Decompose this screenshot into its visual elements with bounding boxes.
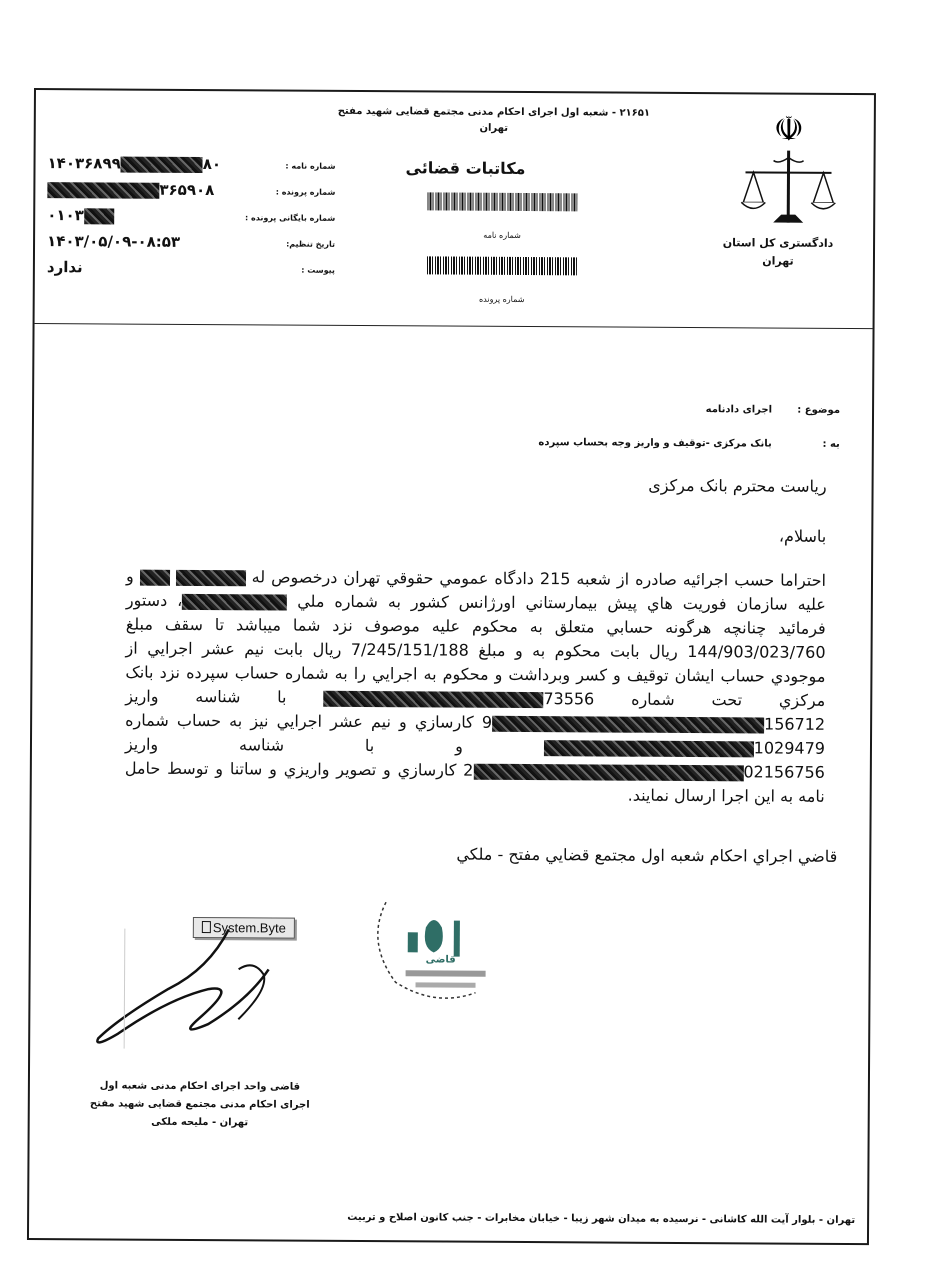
stamp-text: قاضی [425, 954, 456, 966]
signer-line-2: اجرای احکام مدنی مجتمع قضایی شهید مفتح [89, 1098, 310, 1111]
letter-body [125, 565, 826, 809]
field-label-file-no: شماره پرونده : [275, 187, 336, 197]
judiciary-emblem [733, 102, 844, 233]
scales-of-justice-icon [733, 102, 844, 233]
file-barcode-caption: شماره پرونده [478, 294, 525, 304]
subject-value: اجرای دادنامه [705, 404, 773, 416]
letter-barcode-caption: شماره نامه [483, 230, 521, 240]
field-label-archive-no: شماره بایگانی پرونده : [244, 213, 336, 223]
letter-barcode [427, 192, 577, 211]
greeting: باسلام، [778, 526, 827, 546]
body-line-10: نامه به این اجرا ارسال نمایند. [627, 785, 825, 806]
body-line-2: علیه سازمان فوریت هاي پیش بیمارستاني اورژانس کشور به شماره ملي ، دستور [125, 590, 826, 614]
judge-signoff: قاضي اجراي احکام شعبه اول مجتمع قضایي مفتح - ملکي [456, 844, 838, 866]
body-line-9: 021567562 کارسازي و تصویر واریزي و ساتنا و توسط حامل [124, 758, 825, 782]
signer-line-1: قاضی واحد اجرای احکام مدنی شعبه اول [99, 1080, 301, 1093]
official-stamp [355, 882, 516, 1013]
emblem-org-line2: تهران [762, 254, 794, 268]
to-label: به : [822, 438, 840, 450]
body-line-8: 1029479 و با شناسه واریز [124, 734, 826, 758]
body-line-1: احتراما حسب اجرائیه صادره از شعبه 215 دادگاه عمومي حقوقي تهران درخصوص له و [125, 566, 827, 590]
body-line-3: فرمائید چنانچه هرگونه حسابي متعلق به محکوم علیه موصوف نزد شما میباشد تا سقف مبلغ [125, 614, 826, 638]
handwritten-signature [88, 928, 289, 1049]
subject-label: موضوع : [797, 404, 841, 416]
field-label-letter-no: شماره نامه : [285, 161, 336, 171]
svg-text:☫: ☫ [773, 109, 805, 150]
doc-type-title: مکاتبات قضائی [405, 158, 526, 179]
field-value-file-no: ۳۶۵۹۰۸ [47, 180, 214, 199]
signature-label: System.Byte [193, 917, 295, 939]
to-value: بانک مرکزی -توقیف و واریز وجه بحساب سپرده [538, 437, 772, 450]
emblem-org-line1: دادگستری کل استان [722, 236, 834, 250]
field-value-attachment: ندارد [46, 258, 83, 277]
body-line-5: موجودي حساب ایشان توقیف و کسر وبرداشت و محکوم به اجرایي را به شماره حساب سپرده نزد بانک [125, 662, 826, 686]
field-value-letter-no: ۱۴۰۳۶۸۹۹ ۸۰ [47, 154, 222, 174]
header-divider [35, 323, 873, 329]
court-heading: ۲۱۶۵۱ - شعبه اول اجرای احکام مدنی مجتمع قضایی شهید مفتح [337, 105, 651, 119]
footer-address: تهران - بلوار آیت الله کاشانی - نرسیده به میدان شهر زیبا - خیابان مخابرات - جنب کانون اصلاح و تربیت [347, 1211, 856, 1227]
court-city: تهران [479, 122, 509, 134]
body-line-6: مرکزي تحت شماره 73556 با شناسه واریز [125, 686, 826, 710]
field-label-attachment: پیوست : [301, 265, 335, 275]
letter-frame [27, 88, 876, 1245]
field-value-date: ۱۴۰۳/۰۵/۰۹-۰۸:۵۳ [47, 232, 181, 251]
stamp-seal-icon [355, 882, 516, 1013]
salutation: ریاست محترم بانک مرکزی [648, 475, 827, 496]
field-label-date: تاریخ تنظیم: [286, 239, 336, 249]
body-line-4: 144/903/023/760 ريال بابت محکوم به و مبلغ 7/245/151/188 ريال بابت نیم عشر اجرایي از [125, 638, 826, 662]
signer-line-3: تهران - ملیحه ملکی [151, 1116, 249, 1129]
field-value-archive-no: ۰۱۰۳ [47, 206, 114, 224]
body-line-7: 1567129 کارسازي و نیم عشر اجرایي نیز به حساب شماره [125, 710, 826, 734]
file-barcode [427, 256, 577, 275]
